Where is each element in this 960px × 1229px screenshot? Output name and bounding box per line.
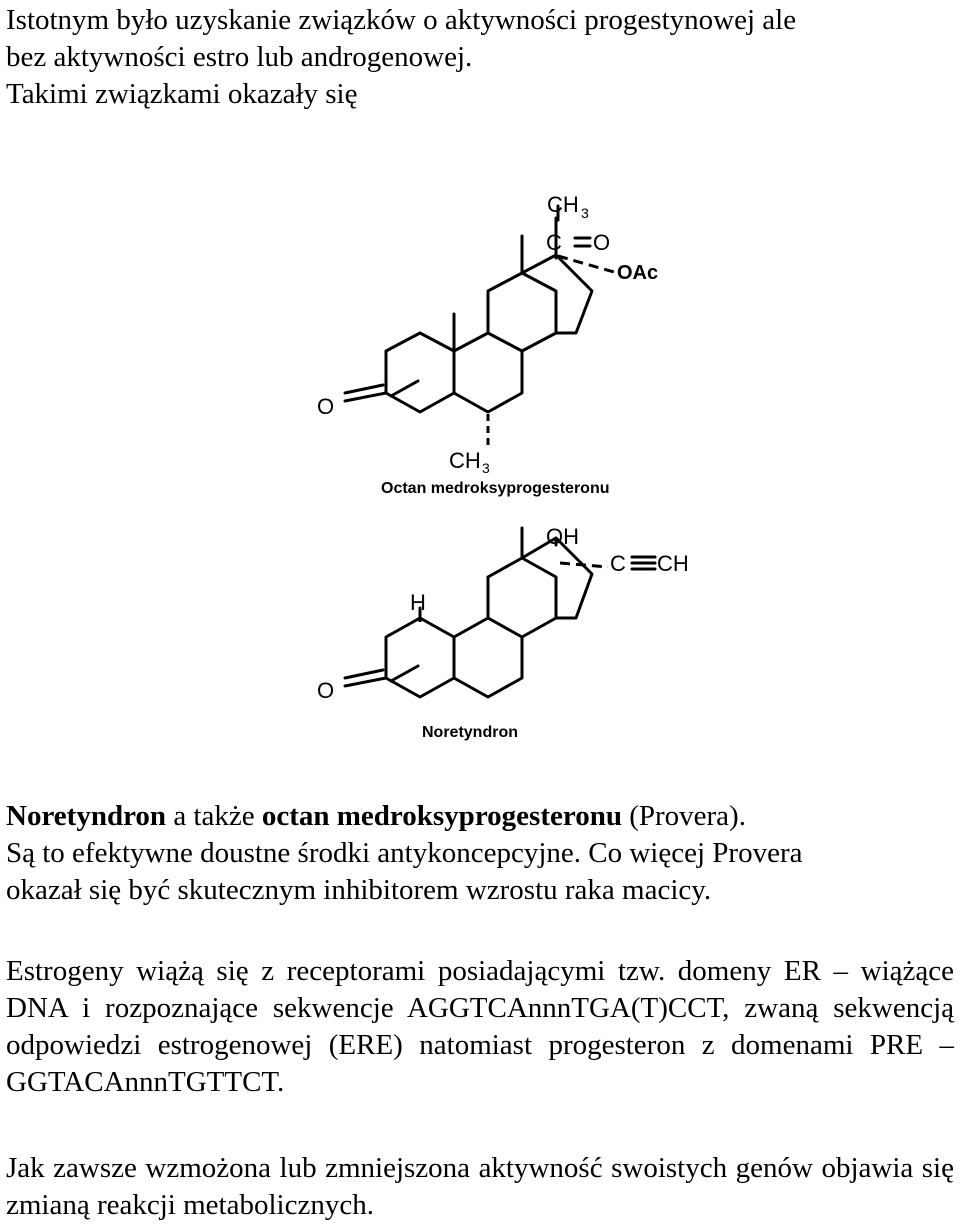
paragraph-1-line-1 — [6, 798, 954, 835]
paragraph-1-text-b: (Provera). — [621, 800, 746, 832]
ch3-top-label: CH — [547, 192, 579, 217]
noretyndron-term: Noretyndron — [6, 800, 167, 832]
ch3-top-subscript: 3 — [581, 205, 589, 221]
ch3-bottom-label: CH — [449, 448, 481, 473]
intro-paragraph — [6, 2, 954, 113]
alkyne-carbon-label: C — [610, 551, 626, 576]
paragraph-1-line-2: Są to efektywne doustne środki antykoncepcyjne. Co więcej Provera — [6, 837, 803, 869]
paragraph-2: Estrogeny wiążą się z receptorami posiadającymi tzw. domeny ER – wiążące DNA i rozpoznające sekwencje AGGTCAnnnTGA(T)CCT, zwaną sekwencją odpowiedzi estrogenowej (ERE) natomiast progesteron z domenami PRE – GGTACAnnnTGTTCT. — [6, 955, 954, 1098]
ketone-oxygen-label: O — [317, 678, 335, 703]
ring-b — [454, 333, 522, 412]
carbonyl-oxygen-label: O — [593, 230, 611, 255]
intro-line-3: Takimi związkami okazały się — [6, 78, 358, 110]
paragraph-1-text-a: a także — [166, 800, 262, 832]
figure-1-caption: Octan medroksyprogesteronu — [381, 480, 610, 497]
figure-2-caption: Noretyndron — [422, 724, 518, 741]
hydroxyl-label: OH — [546, 524, 579, 549]
carbonyl-carbon-label: C — [546, 230, 562, 255]
paragraph-3: Jak zawsze wzmożona lub zmniejszona aktywność swoistych genów objawia się zmianą reakcji metabolicznych. — [6, 1152, 954, 1221]
medroxyprogesterone-acetate-structure — [300, 185, 720, 515]
paragraph-1 — [6, 798, 954, 909]
norethindrone-structure — [300, 515, 720, 730]
oac-label: OAc — [617, 262, 659, 284]
ketone-oxygen-label: O — [317, 394, 335, 419]
ch3-bottom-subscript: 3 — [482, 460, 490, 476]
medroxyprogesterone-term: octan medroksyprogesteronu — [261, 800, 622, 832]
ring-a — [386, 333, 454, 412]
hydrogen-label: H — [410, 590, 426, 615]
intro-line-2: bez aktywności estro lub androgenowej. — [6, 41, 473, 73]
paragraph-1-line-3: okazał się być skutecznym inhibitorem wzrostu raka macicy. — [6, 874, 712, 906]
intro-line-1: Istotnym było uzyskanie związków o aktywności progestynowej ale — [6, 4, 797, 36]
ring-a — [386, 618, 454, 697]
ring-b — [454, 618, 522, 697]
alkyne-ch-label: CH — [657, 551, 689, 576]
